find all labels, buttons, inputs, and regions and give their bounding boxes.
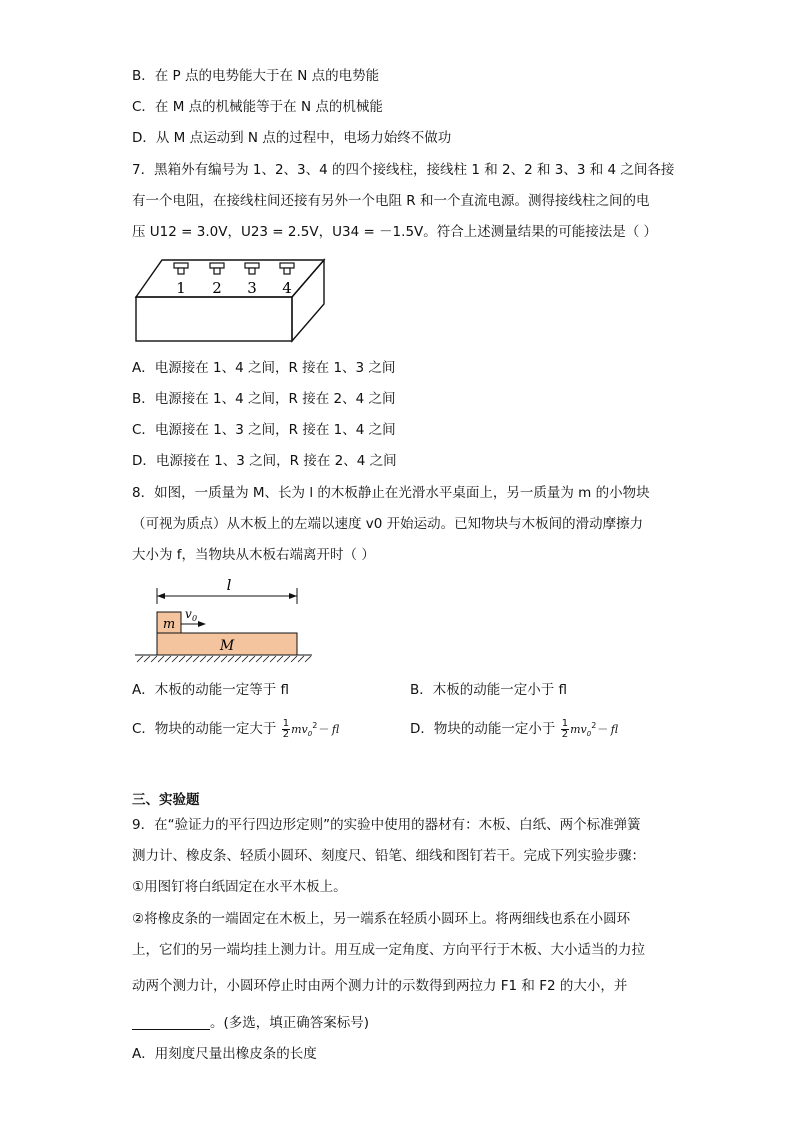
expr-superscript: 2 — [312, 721, 318, 730]
q6-option-d: D．从 M 点运动到 N 点的过程中，电场力始终不做功 — [132, 130, 452, 146]
q6-option-c: C．在 M 点的机械能等于在 N 点的机械能 — [132, 99, 383, 115]
q7-stem-line3: 压 U12 = 3.0V，U23 = 2.5V，U34 = －1.5V。符合上述测量结果的可能接法是（ ） — [132, 224, 658, 240]
board-label: M — [219, 638, 235, 654]
q7-option-c: C．电源接在 1、3 之间，R 接在 1、4 之间 — [132, 422, 396, 438]
fraction-numerator: 1 — [282, 717, 290, 729]
q9-step2-line2: 上，它们的另一端均挂上测力计。用互成一定角度、方向平行于木板、大小适当的力拉 — [132, 942, 645, 958]
expr-tail: － fl — [317, 723, 340, 736]
block-label: m — [162, 617, 176, 632]
expr-superscript: 2 — [591, 721, 597, 730]
q8-stem-line1: 8．如图，一质量为 M、长为 l 的木板静止在光滑水平桌面上，另一质量为 m 的小物块 — [132, 485, 650, 501]
terminal-3-post — [245, 263, 259, 274]
q9-step2-line4 — [132, 1013, 369, 1033]
velocity-label: v — [185, 607, 192, 621]
answer-blank[interactable] — [132, 1015, 210, 1030]
terminal-1-post — [174, 263, 188, 274]
q8-option-d-text: D．物块的动能一定小于 — [410, 721, 556, 737]
q9-stem-line2: 测力计、橡皮条、轻质小圆环、刻度尺、铅笔、细线和图钉若干。完成下列实验步骤： — [132, 848, 645, 864]
q8-option-a: A．木板的动能一定等于 fl — [132, 682, 290, 698]
q8-board-block-figure — [132, 574, 317, 666]
q8-option-c-text: C．物块的动能一定大于 — [132, 721, 277, 737]
q8-option-b: B．木板的动能一定小于 fl — [410, 682, 568, 698]
terminal-1-label: 1 — [176, 279, 186, 297]
expr-subscript: 0 — [586, 730, 592, 738]
q7-option-a: A．电源接在 1、4 之间，R 接在 1、3 之间 — [132, 360, 396, 376]
expr-mv: mv — [570, 723, 587, 736]
section-title: 三、实验题 — [132, 792, 200, 808]
q7-black-box-figure — [132, 252, 332, 347]
q9-step2-line3: 动两个测力计，小圆环停止时由两个测力计的示数得到两拉力 F1 和 F2 的大小，并 — [132, 978, 628, 994]
fraction-denominator: 2 — [561, 728, 569, 740]
expr-subscript: 0 — [307, 730, 313, 738]
expr-mv: mv — [291, 723, 308, 736]
q9-stem-line1: 9．在“验证力的平行四边形定则”的实验中使用的器材有：木板、白纸、两个标准弹簧 — [132, 817, 641, 833]
q9-step1: ①用图钉将白纸固定在水平木板上。 — [132, 879, 347, 895]
q9-option-a: A．用刻度尺量出橡皮条的长度 — [132, 1046, 317, 1062]
expr-tail: － fl — [596, 723, 619, 736]
fraction-numerator: 1 — [561, 717, 569, 729]
q7-option-d: D．电源接在 1、3 之间，R 接在 2、4 之间 — [132, 453, 397, 469]
fraction-half — [561, 719, 569, 740]
terminal-3-label: 3 — [247, 279, 257, 297]
fraction-denominator: 2 — [282, 728, 290, 740]
terminal-4-label: 4 — [282, 279, 292, 297]
terminal-2-label: 2 — [212, 279, 222, 297]
terminal-2-post — [210, 263, 224, 274]
q9-step2-line4-text: 。(多选，填正确答案标号) — [210, 1015, 370, 1031]
ground-hatching — [137, 656, 311, 662]
q7-stem-line2: 有一个电阻，在接线柱间还接有另外一个电阻 R 和一个直流电源。测得接线柱之间的电 — [132, 193, 650, 209]
velocity-subscript: 0 — [192, 614, 198, 623]
q7-stem-line1: 7．黑箱外有编号为 1、2、3、4 的四个接线柱，接线柱 1 和 2、2 和 3、3 和 4 之间各接 — [132, 162, 675, 178]
terminal-4-post — [280, 263, 294, 274]
q9-step2-line1: ②将橡皮条的一端固定在木板上，另一端系在轻质小圆环上。将两细线也系在小圆环 — [132, 911, 631, 927]
fraction-half — [282, 719, 290, 740]
q8-stem-line2: （可视为质点）从木板上的左端以速度 v0 开始运动。已知物块与木板间的滑动摩擦力 — [132, 516, 644, 532]
q8-stem-line3: 大小为 f，当物块从木板右端离开时（ ） — [132, 547, 375, 563]
q8-option-c — [132, 714, 339, 746]
q7-option-b: B．电源接在 1、4 之间，R 接在 2、4 之间 — [132, 391, 396, 407]
terminal-posts — [174, 263, 294, 274]
q8-option-d — [410, 714, 618, 746]
q6-option-b: B．在 P 点的电势能大于在 N 点的电势能 — [132, 68, 380, 84]
length-label: l — [226, 576, 232, 594]
